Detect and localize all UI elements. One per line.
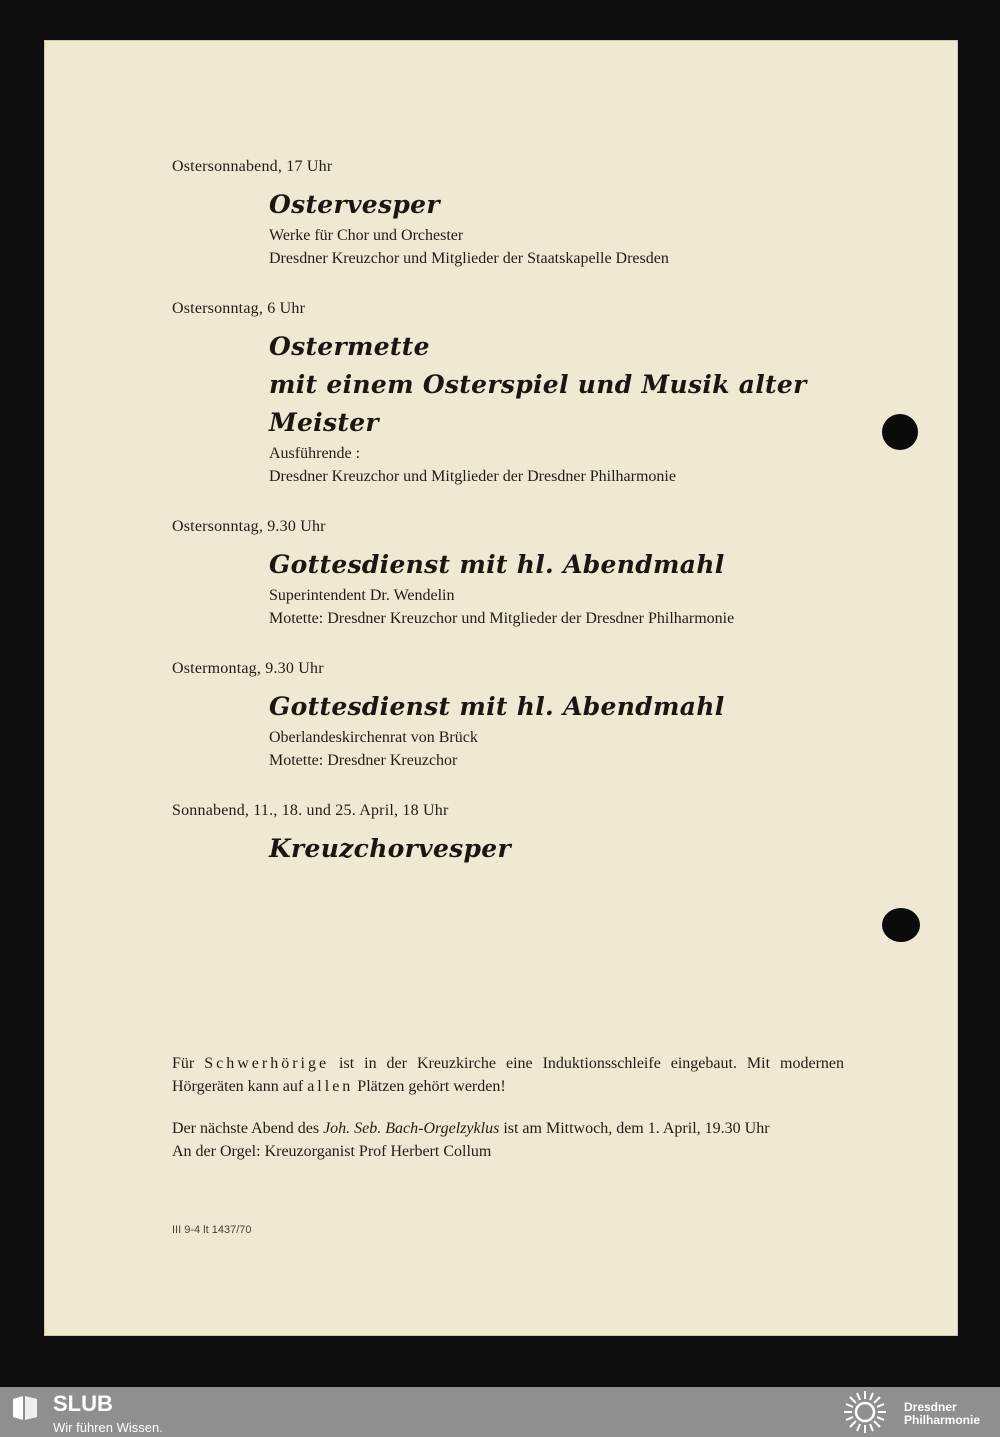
book-icon [10, 1393, 40, 1423]
event-title: Ostervesper [269, 190, 440, 219]
event-detail: Dresdner Kreuzchor und Mitglieder der Dresdner Philharmonie [269, 468, 676, 485]
event-time: Ostersonntag, 6 Uhr [172, 300, 306, 317]
event-subtitle: mit einem Osterspiel und Musik alter Meister [269, 370, 807, 437]
event-detail: Dresdner Kreuzchor und Mitglieder der Staatskapelle Dresden [269, 250, 669, 267]
partner-logo-text[interactable]: Dresdner Philharmonie [904, 1400, 981, 1427]
slub-logo-text[interactable]: SLUB [53, 1391, 113, 1416]
footer-bar [0, 1387, 1000, 1437]
notes [172, 1052, 844, 1182]
event-time: Sonnabend, 11., 18. und 25. April, 18 Uhr [172, 802, 449, 819]
event-kreuzchorvesper [172, 802, 852, 868]
event-detail: Ausführende : [269, 445, 361, 462]
punch-hole [882, 908, 920, 942]
program-sheet [44, 40, 958, 1336]
event-title: Gottesdienst mit hl. Abendmahl [269, 692, 725, 721]
event-detail: Superintendent Dr. Wendelin [269, 587, 455, 604]
event-detail: Motette: Dresdner Kreuzchor [269, 752, 458, 769]
event-gottesdienst-montag [172, 660, 852, 772]
event-gottesdienst-sonntag [172, 518, 852, 630]
event-ostermette [172, 300, 852, 488]
organ-cycle-note: Der nächste Abend des Joh. Seb. Bach-Orgelzyklus ist am Mittwoch, dem 1. April, 19.30 Uhr An der Orgel: Kreuzorganist Prof Herbert Collum [172, 1120, 770, 1160]
event-time: Ostersonntag, 9.30 Uhr [172, 518, 326, 535]
event-title: Ostermette [269, 332, 430, 361]
hearing-note: Für Schwerhörige ist in der Kreuzkirche eine Induktionsschleife eingebaut. Mit modernen Hörgeräten kann auf allen Plätzen gehört werden! [172, 1055, 844, 1095]
event-title: Kreuzchorvesper [269, 834, 511, 863]
event-title: Gottesdienst mit hl. Abendmahl [269, 550, 725, 579]
event-ostervesper [172, 158, 852, 270]
event-time: Ostermontag, 9.30 Uhr [172, 660, 324, 677]
event-detail: Werke für Chor und Orchester [269, 227, 464, 244]
print-code: III 9-4 lt 1437/70 [172, 1224, 252, 1236]
punch-hole [882, 414, 918, 450]
sunburst-icon [842, 1389, 888, 1435]
event-detail: Oberlandeskirchenrat von Brück [269, 729, 478, 746]
event-time: Ostersonnabend, 17 Uhr [172, 158, 333, 175]
event-detail: Motette: Dresdner Kreuzchor und Mitglieder der Dresdner Philharmonie [269, 610, 735, 627]
event-list [172, 158, 852, 898]
slub-tagline: Wir führen Wissen. [53, 1420, 163, 1435]
